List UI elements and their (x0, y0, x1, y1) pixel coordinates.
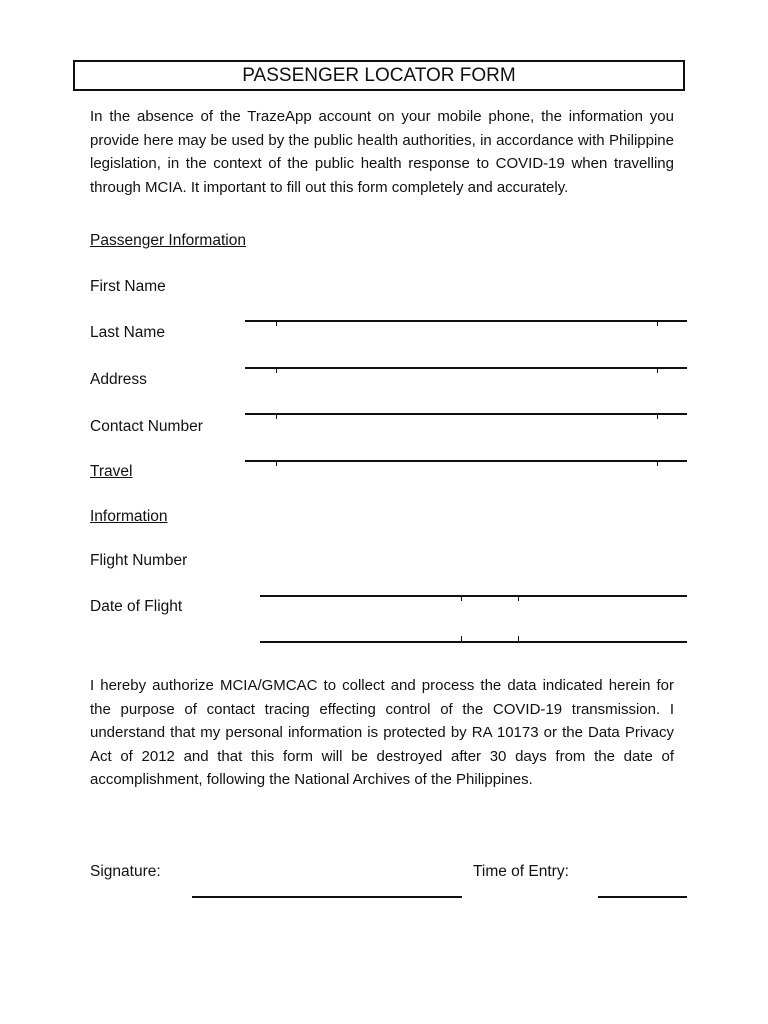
address-input-line[interactable] (245, 413, 687, 415)
line-tick (461, 595, 462, 601)
time-of-entry-label: Time of Entry: (473, 863, 569, 880)
address-label: Address (90, 371, 147, 388)
signature-input-line[interactable] (192, 896, 462, 898)
time-of-entry-input-line[interactable] (598, 896, 687, 898)
passenger-information-heading: Passenger Information (90, 232, 246, 249)
last-name-label: Last Name (90, 324, 165, 341)
flight-number-input-line[interactable] (260, 595, 687, 597)
signature-label: Signature: (90, 863, 161, 880)
line-tick (657, 320, 658, 326)
first-name-input-line[interactable] (245, 320, 687, 322)
line-tick (657, 460, 658, 466)
form-title: PASSENGER LOCATOR FORM (73, 60, 685, 91)
contact-number-label: Contact Number (90, 418, 203, 435)
last-name-input-line[interactable] (245, 367, 687, 369)
line-tick (461, 636, 462, 642)
date-of-flight-label: Date of Flight (90, 598, 183, 615)
line-tick (518, 636, 519, 642)
line-tick (276, 367, 277, 373)
line-tick (657, 367, 658, 373)
date-of-flight-input-line[interactable] (260, 641, 687, 643)
information-heading: Information (90, 508, 168, 525)
contact-number-input-line[interactable] (245, 460, 687, 462)
intro-paragraph: In the absence of the TrazeApp account on your mobile phone, the information you provide here may be used by the public health authorities, in accordance with Philippine legislation, in the context of the public health response to COVID-19 when travelling through MCIA. It important to fill out this form completely and accurately. (90, 108, 674, 196)
travel-heading: Travel (90, 463, 133, 480)
line-tick (276, 413, 277, 419)
line-tick (276, 460, 277, 466)
flight-number-label: Flight Number (90, 552, 188, 569)
consent-paragraph: I hereby authorize MCIA/GMCAC to collect and process the data indicated herein for the purpose of contact tracing effecting control of the COVID-19 transmission. I understand that my personal information is protected by RA 10173 or the Data Privacy Act of 2012 and that this form will be destroyed after 30 days from the date of accomplishment, following the National Archives of the Philippines. (90, 677, 674, 788)
line-tick (657, 413, 658, 419)
line-tick (276, 320, 277, 326)
first-name-label: First Name (90, 278, 166, 295)
line-tick (518, 595, 519, 601)
